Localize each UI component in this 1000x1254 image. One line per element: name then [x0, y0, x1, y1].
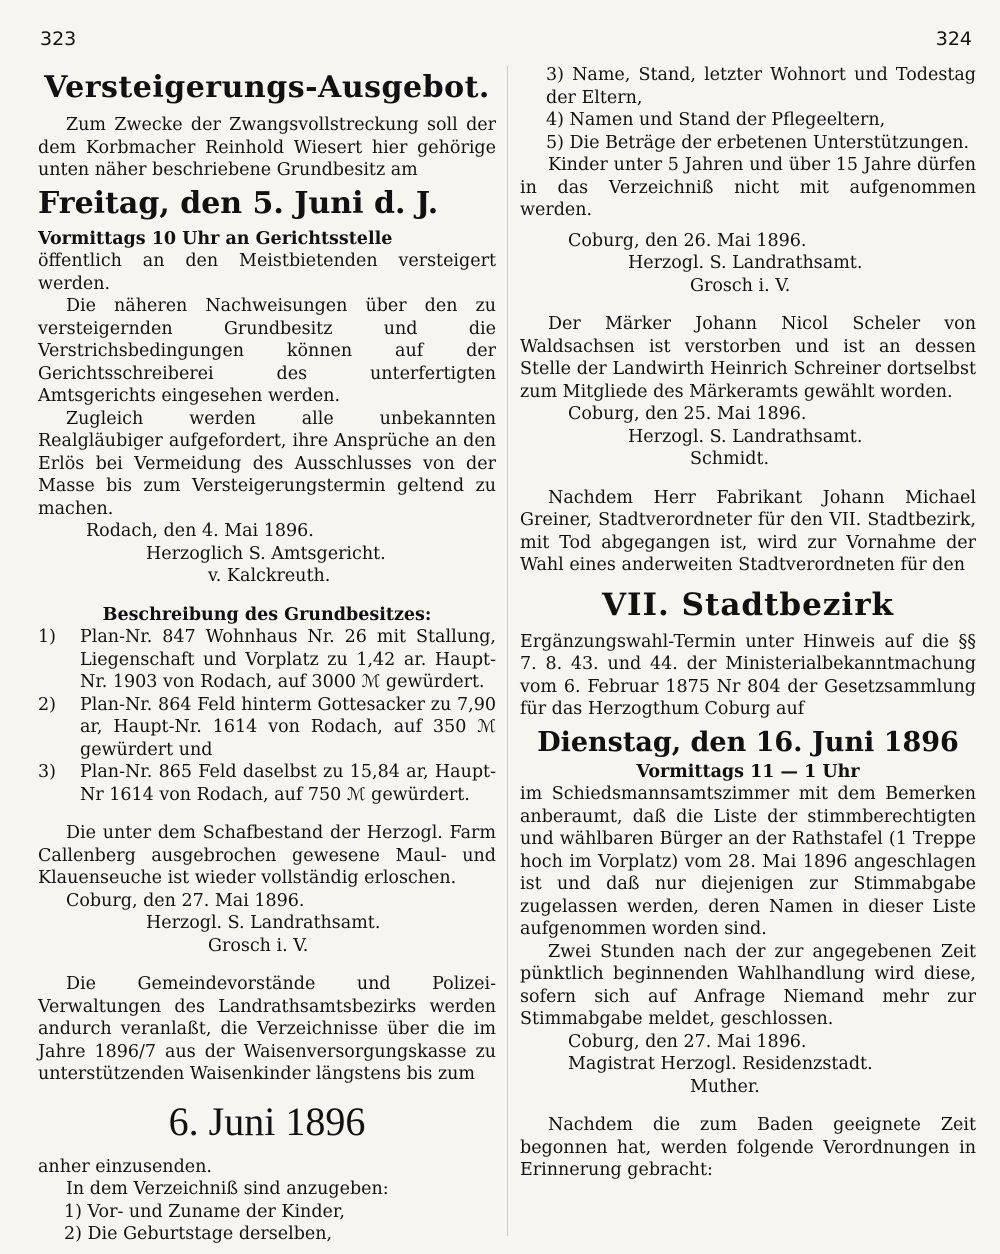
notice-maerker: Der Märker Johann Nicol Scheler von Waldsachsen ist verstorben und ist an dessen Stelle der Landwirth Heinrich Schreiner dortselbst zum Mitgliede des Märkeramts gewählt worden. — [520, 314, 976, 402]
auction-signer: v. Kalckreuth. — [208, 566, 331, 586]
n1-authority: Herzogl. S. Landrathsamt. — [628, 253, 863, 273]
auction-time: Vormittags 10 Uhr an Gerichtsstelle — [38, 228, 393, 249]
notice-bathing: Nachdem die zum Baden geeignete Zeit begonnen hat, werden folgende Verordnungen in Erinnerung gebracht: — [520, 1115, 976, 1180]
auction-date: Freitag, den 5. Juni d. J. — [38, 185, 439, 221]
notice-election-b: Ergänzungswahl-Termin unter Hinweis auf die §§ 7. 8. 43. und 44. der Ministerialbekanntmachung vom 6. Februar 1875 Nr 804 der Gesetzsammlung für das Herzogthum Coburg auf — [520, 631, 976, 719]
n5-authority: Magistrat Herzogl. Residenzstadt. — [568, 1054, 873, 1074]
auction-intro: Zum Zwecke der Zwangsvollstreckung soll der dem Korbmacher Reinhold Wiesert hier gehörige unten näher beschriebene Grundbesitz am — [38, 115, 496, 180]
notice-election-d: Zwei Stunden nach der zur angegebenen Zeit pünktlich beginnenden Wahlhandlung wird diese, sofern sich auf Anfrage Niemand mehr zur Stimmabgabe meldet, geschlossen. — [520, 941, 976, 1029]
property-list — [38, 626, 496, 806]
n5-place-date: Coburg, den 27. Mai 1896. — [568, 1031, 807, 1052]
notice-election-c: im Schiedsmannsamtszimmer mit dem Bemerken anberaumt, daß die Liste der stimmberechtigten und wählbaren Bürger an der Rathstafel (1 Treppe hoch im Vorplatz) vom 28. Mai 1896 angeschlagen ist und daß nur diejenigen zur Stimmabgabe zugelassen werden, deren Namen in dieser Liste aufgenommen worden sind. — [520, 784, 976, 939]
list-item: 1) Vor- und Zuname der Kinder, — [64, 1201, 345, 1222]
page-number-left: 323 — [40, 28, 77, 50]
n4-authority: Herzogl. S. Landrathsamt. — [628, 426, 863, 447]
left-column — [38, 64, 496, 1246]
auction-p2: Die näheren Nachweisungen über den zu versteigernden Grundbesitz und die Verstrichsbedingungen können auf der Gerichtsschreiberei des unterfertigten Amtsgerichts eingesehen werden. — [38, 296, 496, 406]
auction-title: Versteigerungs-Ausgebot. — [44, 70, 490, 105]
auction-p3: Zugleich werden alle unbekannten Realgläubiger aufgefordert, ihre Ansprüche an den Erlös bei Vermeidung des Ausschlusses von der Masse bis zum Versteigerungstermin geltend zu machen. — [38, 408, 496, 519]
n1-place-date: Coburg, den 26. Mai 1896. — [568, 230, 807, 251]
n4-place-date: Coburg, den 25. Mai 1896. — [568, 404, 807, 424]
right-column — [520, 64, 976, 1182]
notice-disease-authority: Herzogl. S. Landrathsamt. — [146, 913, 381, 933]
district-heading: VII. Stadtbezirk — [601, 586, 895, 623]
notice-disease-signer: Grosch i. V. — [208, 935, 309, 956]
notice-orphans-list-intro: In dem Verzeichniß sind anzugeben: — [66, 1179, 389, 1199]
n4-signer: Schmidt. — [690, 449, 770, 469]
notice-orphans: Die Gemeindevorstände und Polizei-Verwaltungen des Landrathsamtsbezirks werden andurch veranlaßt, die Verzeichnisse über die im Jahre 1896/7 aus der Waisenversorgungskasse zu unterstützenden Waisenkinder längstens bis zum — [38, 974, 496, 1084]
list-item: 3) Plan-Nr. 865 Feld daselbst zu 15,84 ar, Haupt-Nr 1614 von Rodach, auf 750 ℳ gewürdert. — [38, 762, 496, 805]
notice-orphans-date: 6. Juni 1896 — [168, 1098, 366, 1144]
election-time: Vormittags 11 — 1 Uhr — [636, 761, 860, 782]
list-item: 4) Namen und Stand der Pflegeeltern, — [546, 110, 886, 130]
election-date: Dienstag, den 16. Juni 1896 — [537, 726, 959, 758]
list-item: 2) Die Geburtstage derselben, — [64, 1224, 333, 1244]
column-divider — [507, 66, 508, 1236]
list-item: 1) Plan-Nr. 847 Wohnhaus Nr. 26 mit Stallung, Liegenschaft und Vorplatz zu 1,42 ar. Haupt-Nr. 1903 von Rodach, auf 3000 ℳ gewürdert. — [38, 627, 496, 692]
page-number-right: 324 — [935, 28, 972, 50]
list-item: 2) Plan-Nr. 864 Feld hinterm Gottesacker zu 7,90 ar, Haupt-Nr. 1614 von Rodach, auf 350 ℳ gewürdert und — [38, 694, 496, 760]
auction-p1: öffentlich an den Meistbietenden versteigert werden. — [38, 251, 496, 294]
children-age-note: Kinder unter 5 Jahren und über 15 Jahre dürfen in das Verzeichniß nicht mit aufgenommen werden. — [520, 155, 976, 220]
notice-disease-place: Coburg, den 27. Mai 1896. — [66, 890, 305, 911]
list-item: 3) Name, Stand, letzter Wohnort und Todestag der Eltern, — [546, 65, 976, 108]
auction-authority: Herzoglich S. Amtsgericht. — [146, 543, 386, 564]
notice-orphans-after: anher einzusenden. — [38, 1156, 212, 1177]
description-title: Beschreibung des Grundbesitzes: — [102, 604, 432, 625]
notice-disease: Die unter dem Schafbestand der Herzogl. Farm Callenberg ausgebrochen gewesene Maul- und Klauenseuche ist wieder vollständig erloschen. — [38, 823, 496, 888]
list-item: 5) Die Beträge der erbetenen Unterstützungen. — [546, 132, 970, 153]
auction-place-date: Rodach, den 4. Mai 1896. — [86, 521, 314, 541]
n5-signer: Muther. — [690, 1076, 760, 1097]
notice-election: Nachdem Herr Fabrikant Johann Michael Greiner, Stadtverordneter für den VII. Stadtbezirk, mit Tod abgegangen ist, wird zur Vornahme der Wahl eines anderweiten Stadtverordneten für den — [520, 487, 976, 575]
n1-signer: Grosch i. V. — [690, 275, 791, 296]
